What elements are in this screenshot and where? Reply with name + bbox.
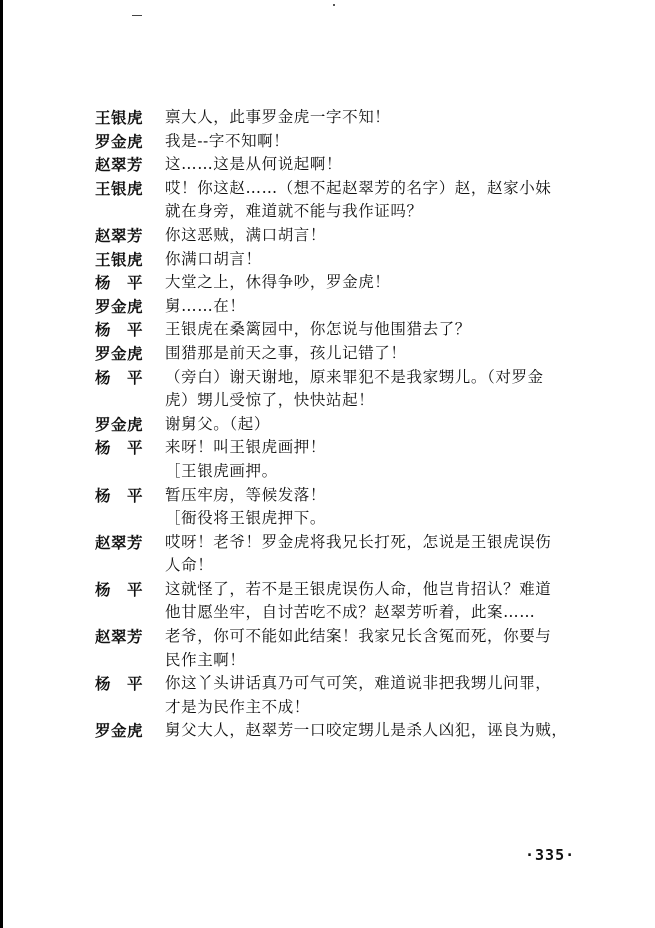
dialogue-text: 你满口胡言！ [165,249,262,268]
dialogue-text: 围猎那是前天之事，孩儿记错了！ [165,343,407,362]
dialogue-line [95,625,615,649]
speaker-name: 罗金虎 [95,296,144,316]
dialogue-text: 哎呀！老爷！罗金虎将我兄长打死，怎说是王银虎误伤 [165,532,552,551]
dialogue-line [95,318,615,342]
speaker-name: 杨 平 [95,579,144,599]
speaker-name: 罗金虎 [95,343,144,363]
dialogue-line [95,436,615,460]
dialogue-line [95,413,615,437]
dialogue-line [95,271,615,295]
dialogue-text: 你这恶贼，满口胡言！ [165,225,327,244]
dialogue-line [95,531,615,555]
dialogue-line [95,554,615,578]
dialogue-text: 你这丫头讲话真乃可气可笑，难道说非把我甥儿问罪， [165,674,552,693]
speaker-name [95,649,165,673]
dialogue-line [95,601,615,625]
dialogue-text: 来呀！叫王银虎画押！ [165,438,327,457]
dialogue-line [95,672,615,696]
speaker-name [95,601,165,625]
dialogue-line [95,295,615,319]
speaker-name [95,696,165,720]
speaker-name: 王银虎 [95,178,144,198]
speaker-name [95,389,165,413]
dialogue-line [95,649,615,673]
dialogue-line [95,106,615,130]
dialogue-line [95,719,615,743]
dialogue-text: 谢舅父。（起） [165,414,270,433]
dialogue-text: 他甘愿坐牢，自讨苦吃不成？赵翠芳听着，此案…… [165,603,536,622]
dialogue-text: 老爷，你可不能如此结案！我家兄长含冤而死，你要与 [165,627,552,646]
speaker-name [95,554,165,578]
script-dialogue [95,106,615,743]
dialogue-line [95,389,615,413]
speaker-name: 杨 平 [95,367,144,387]
speaker-name: 赵翠芳 [95,225,144,245]
speaker-name [95,200,165,224]
dialogue-text: 舅父大人，赵翠芳一口咬定甥儿是杀人凶犯，诬良为贼， [165,721,568,740]
dialogue-text: 人命！ [165,556,214,575]
dialogue-text: 虎）甥儿受惊了，快快站起！ [165,391,375,410]
dialogue-text: 暂压牢房，等候发落！ [165,485,327,504]
dialogue-line [95,200,615,224]
speaker-name: 王银虎 [95,108,144,127]
dialogue-line [95,130,615,154]
speaker-name: 罗金虎 [95,721,144,741]
dialogue-text: 这就怪了，若不是王银虎误伤人命，他岂肯招认？难道 [165,579,552,598]
page-spine-edge [0,0,3,928]
dialogue-text: 就在身旁，难道就不能与我作证吗？ [165,202,423,221]
dialogue-line [95,153,615,177]
dialogue-text: 大堂之上，休得争吵，罗金虎！ [165,273,391,292]
speaker-name: 赵翠芳 [95,627,144,647]
speaker-name: 杨 平 [95,273,144,293]
speaker-name: 杨 平 [95,438,144,458]
dialogue-line [95,342,615,366]
dialogue-line [95,578,615,602]
speaker-name: 王银虎 [95,249,144,269]
speaker-name [95,460,165,484]
dialogue-line [95,507,615,531]
dialogue-line [95,484,615,508]
speaker-name: 杨 平 [95,320,144,340]
dialogue-line [95,460,615,484]
speaker-name: 赵翠芳 [95,155,144,175]
dialogue-text: 才是为民作主不成！ [165,697,310,716]
dialogue-line [95,366,615,390]
speaker-name [95,507,165,531]
page-number: ·335· [525,846,576,864]
speaker-name: 罗金虎 [95,414,144,434]
dialogue-text: 王银虎在桑篱园中，你怎说与他围猎去了？ [165,320,471,339]
dialogue-text: （旁白）谢天谢地，原来罪犯不是我家甥儿。（对罗金 [165,367,544,386]
speaker-name: 罗金虎 [95,131,144,151]
dialogue-text: ［衙役将王银虎押下。 [165,509,327,528]
dialogue-text: 舅……在！ [165,296,246,315]
speaker-name: 赵翠芳 [95,532,144,552]
dialogue-line [95,177,615,201]
dialogue-line [95,248,615,272]
dialogue-line [95,696,615,720]
dialogue-text: 这……这是从何说起啊！ [165,155,343,174]
scan-dot [333,4,335,6]
speaker-name: 杨 平 [95,485,144,505]
dialogue-text: ［王银虎画押。 [165,461,278,480]
scan-mark [132,15,142,16]
dialogue-text: 民作主啊！ [165,650,246,669]
dialogue-line [95,224,615,248]
dialogue-text: 我是--字不知啊！ [165,131,290,150]
dialogue-text: 哎！你这赵……（想不起赵翠芳的名字）赵，赵家小妹 [165,178,552,197]
dialogue-text: 禀大人，此事罗金虎一字不知！ [165,108,391,126]
speaker-name: 杨 平 [95,674,144,694]
